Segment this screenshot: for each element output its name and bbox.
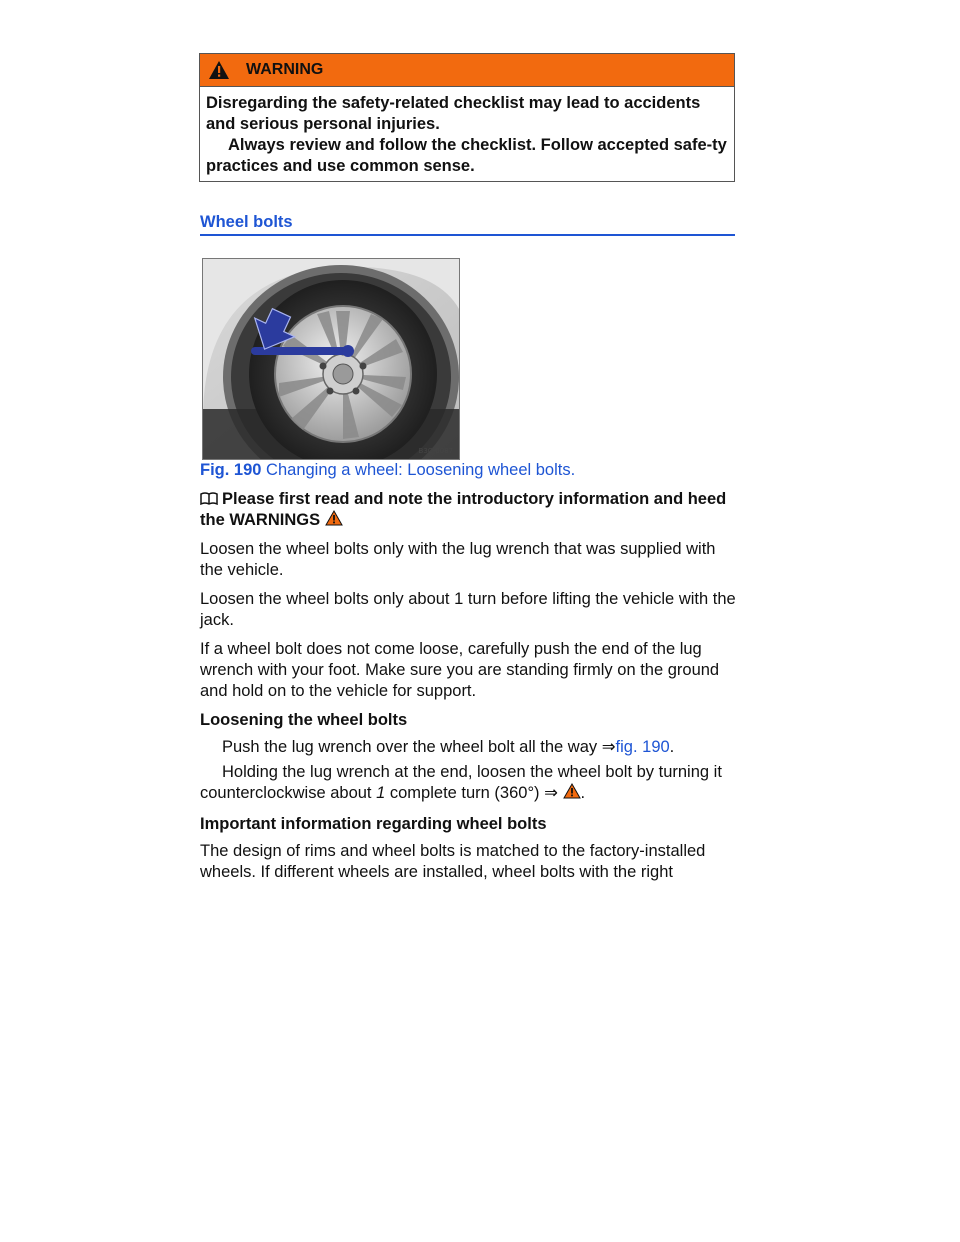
paragraph-3: If a wheel bolt does not come loose, carefully push the end of the lug wrench with your foot. Make sure you are standing firmly on the ground and hold on to the vehicle for support. (200, 640, 720, 700)
step-2 (200, 762, 740, 804)
caption-number: Fig. 190 (200, 461, 262, 479)
loosening-heading: Loosening the wheel bolts (200, 711, 408, 729)
step-1-end: . (669, 738, 675, 756)
paragraph-2: Loosen the wheel bolts only about 1 turn before lifting the vehicle with the jack. (200, 590, 736, 629)
paragraph-1: Loosen the wheel bolts only with the lug wrench that was supplied with the vehicle. (200, 540, 716, 579)
intro-note (200, 489, 740, 531)
figure-wheel-image (202, 258, 460, 460)
warning-body (200, 87, 734, 181)
step-1-text: Push the lug wrench over the wheel bolt all the way ⇒ (222, 738, 616, 756)
caption-text: Changing a wheel: Loosening wheel bolts. (266, 461, 576, 479)
book-icon (200, 492, 218, 505)
step-2-end: . (580, 784, 586, 802)
warning-instruction: Always review and follow the checklist. Follow accepted safe-ty practices and use common sense. (206, 136, 727, 175)
warning-title: WARNING (246, 61, 324, 78)
wheel-illustration (203, 259, 459, 459)
important-heading: Important information regarding wheel bolts (200, 815, 547, 833)
figure-code: B3C-0087 (418, 447, 453, 455)
important-text: The design of rims and wheel bolts is matched to the factory-installed wheels. If different wheels are installed, wheel bolts with the right (200, 842, 706, 881)
warning-box (199, 53, 735, 182)
figure-caption (200, 460, 740, 481)
step-1 (200, 737, 740, 758)
section-title: Wheel bolts (200, 213, 735, 236)
fig-190-link[interactable]: fig. 190 (615, 738, 670, 756)
step-2-number: 1 (376, 784, 386, 802)
step-2-text-a: Holding the lug wrench at the end, loosen the wheel bolt by turning it counterclockwise about (200, 763, 722, 802)
warning-triangle-icon (208, 60, 230, 80)
warning-text: Disregarding the safety-related checklist may lead to accidents and serious personal injuries. (206, 94, 701, 133)
warning-triangle-icon[interactable] (563, 783, 581, 799)
intro-note-text: Please first read and note the introductory information and heed the WARNINGS (200, 490, 727, 529)
main-content (200, 460, 740, 891)
warning-triangle-icon[interactable] (325, 510, 343, 526)
warning-header (200, 54, 734, 87)
step-2-text-b: complete turn (360°) ⇒ (385, 784, 563, 802)
